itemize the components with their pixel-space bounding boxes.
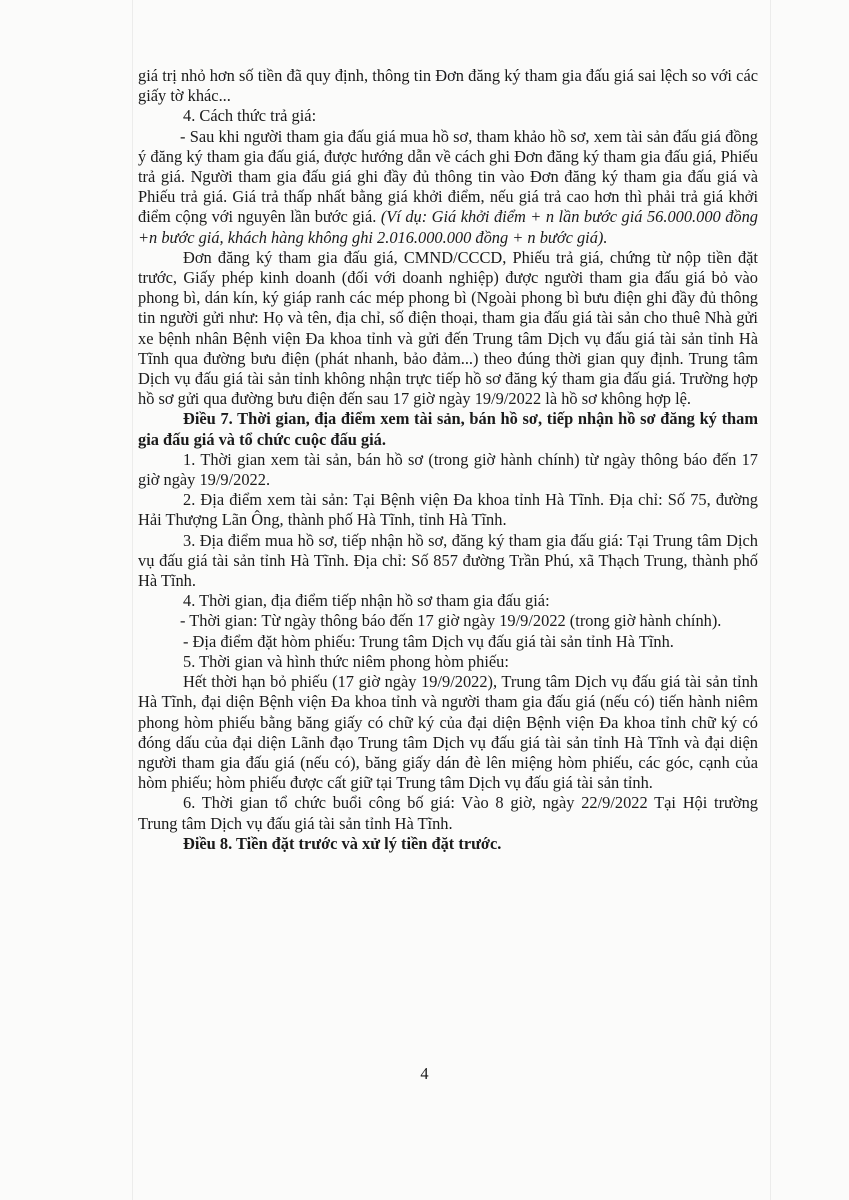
continuation-paragraph: giá trị nhỏ hơn số tiền đã quy định, thông tin Đơn đăng ký tham gia đấu giá sai lệch so với các giấy tờ khác... — [138, 66, 758, 106]
article-7-item-2: 2. Địa điểm xem tài sản: Tại Bệnh viện Đa khoa tỉnh Hà Tĩnh. Địa chỉ: Số 75, đường Hải Thượng Lãn Ông, thành phố Hà Tĩnh, tỉnh Hà Tĩnh. — [138, 490, 758, 530]
article-7-item-3: 3. Địa điểm mua hồ sơ, tiếp nhận hồ sơ, đăng ký tham gia đấu giá: Tại Trung tâm Dịch vụ đấu giá tài sản tỉnh Hà Tĩnh. Địa chỉ: Số 857 đường Trần Phú, xã Thạch Trung, thành phố Hà Tĩnh. — [138, 530, 758, 591]
section-4-text: - Sau khi người tham gia đấu giá mua hồ sơ, tham khảo hồ sơ, xem tài sản đấu giá đồng ý đăng ký tham gia đấu giá, được hướng dẫn về cách ghi Đơn đăng ký tham gia đấu giá, Phiếu trả giá. Người tham gia đấu giá ghi đầy đủ thông tin vào Đơn đăng ký tham gia đấu giá và Phiếu trả giá. Giá trả thấp nhất bằng giá khởi điểm, nếu giá trả cao hơn thì phải trả giá khởi điểm cộng với nguyên lần bước giá. — [138, 126, 758, 227]
page-number: 4 — [420, 1064, 429, 1083]
article-7-item-4-heading: 4. Thời gian, địa điểm tiếp nhận hồ sơ tham gia đấu giá: — [183, 591, 550, 611]
submission-paragraph: Đơn đăng ký tham gia đấu giá, CMND/CCCD, Phiếu trả giá, chứng từ nộp tiền đặt trước, Giấy phép kinh doanh (đối với doanh nghiệp) được người tham gia đấu giá bỏ vào phong bì, dán kín, ký giáp ranh các mép phong bì (Ngoài phong bì bưu điện ghi đầy đủ thông tin người gửi như: Họ và tên, địa chỉ, số điện thoại, tham gia đấu giá tài sản cho thuê Nhà gửi xe bệnh nhân Bệnh viện Đa khoa tỉnh và gửi đến Trung tâm Dịch vụ đấu giá tài sản tỉnh Hà Tĩnh qua đường bưu điện (phát nhanh, bảo đảm...) theo đúng thời gian quy định. Trung tâm Dịch vụ đấu giá tài sản tỉnh không nhận trực tiếp hồ sơ đăng ký tham gia đấu giá. Trường hợp hồ sơ gửi qua đường bưu điện đến sau 17 giờ ngày 19/9/2022 là hồ sơ không hợp lệ. — [138, 247, 758, 409]
section-4-example: (Ví dụ: Giá khởi điểm + n lần bước giá 56.000.000 đồng +n bước giá, khách hàng không ghi 2.016.000.000 đồng + n bước giá). — [138, 207, 758, 247]
article-7-item-5-body: Hết thời hạn bỏ phiếu (17 giờ ngày 19/9/2022), Trung tâm Dịch vụ đấu giá tài sản tỉnh Hà Tĩnh, đại diện Bệnh viện Đa khoa tỉnh và người tham gia đấu giá (nếu có) tiến hành niêm phong hòm phiếu bằng băng giấy có chữ ký của đại diện Bệnh viện Đa khoa tỉnh chữ ký có đóng dấu của đại diện Lãnh đạo Trung tâm Dịch vụ đấu giá tài sản tỉnh Hà Tĩnh và đại diện người tham gia đấu giá (nếu có), băng giấy dán đè lên miệng hòm phiếu, các góc, cạnh của hòm phiếu; hòm phiếu được cất giữ tại Trung tâm Dịch vụ đấu giá tài sản tỉnh. — [138, 672, 758, 793]
section-4-body — [138, 127, 758, 248]
article-7-item-4-place: - Địa điểm đặt hòm phiếu: Trung tâm Dịch vụ đấu giá tài sản tỉnh Hà Tĩnh. — [183, 631, 674, 651]
article-7-item-5-heading: 5. Thời gian và hình thức niêm phong hòm phiếu: — [183, 651, 509, 671]
article-7-item-6: 6. Thời gian tổ chức buổi công bố giá: Vào 8 giờ, ngày 22/9/2022 Tại Hội trường Trung tâm Dịch vụ đấu giá tài sản tỉnh Hà Tĩnh. — [138, 793, 758, 833]
article-7-heading: Điều 7. Thời gian, địa điểm xem tài sản, bán hồ sơ, tiếp nhận hồ sơ đăng ký tham gia đấu giá và tổ chức cuộc đấu giá. — [138, 409, 758, 449]
section-4-heading: 4. Cách thức trả giá: — [183, 106, 317, 126]
document-body — [138, 66, 758, 854]
article-8-heading: Điều 8. Tiền đặt trước và xử lý tiền đặt trước. — [183, 833, 502, 853]
article-7-item-4-time: - Thời gian: Từ ngày thông báo đến 17 giờ ngày 19/9/2022 (trong giờ hành chính). — [180, 611, 722, 631]
scan-artifact-line — [132, 0, 133, 1200]
article-7-item-1: 1. Thời gian xem tài sản, bán hồ sơ (trong giờ hành chính) từ ngày thông báo đến 17 giờ ngày 19/9/2022. — [138, 449, 758, 490]
scan-artifact-line — [770, 0, 771, 1200]
